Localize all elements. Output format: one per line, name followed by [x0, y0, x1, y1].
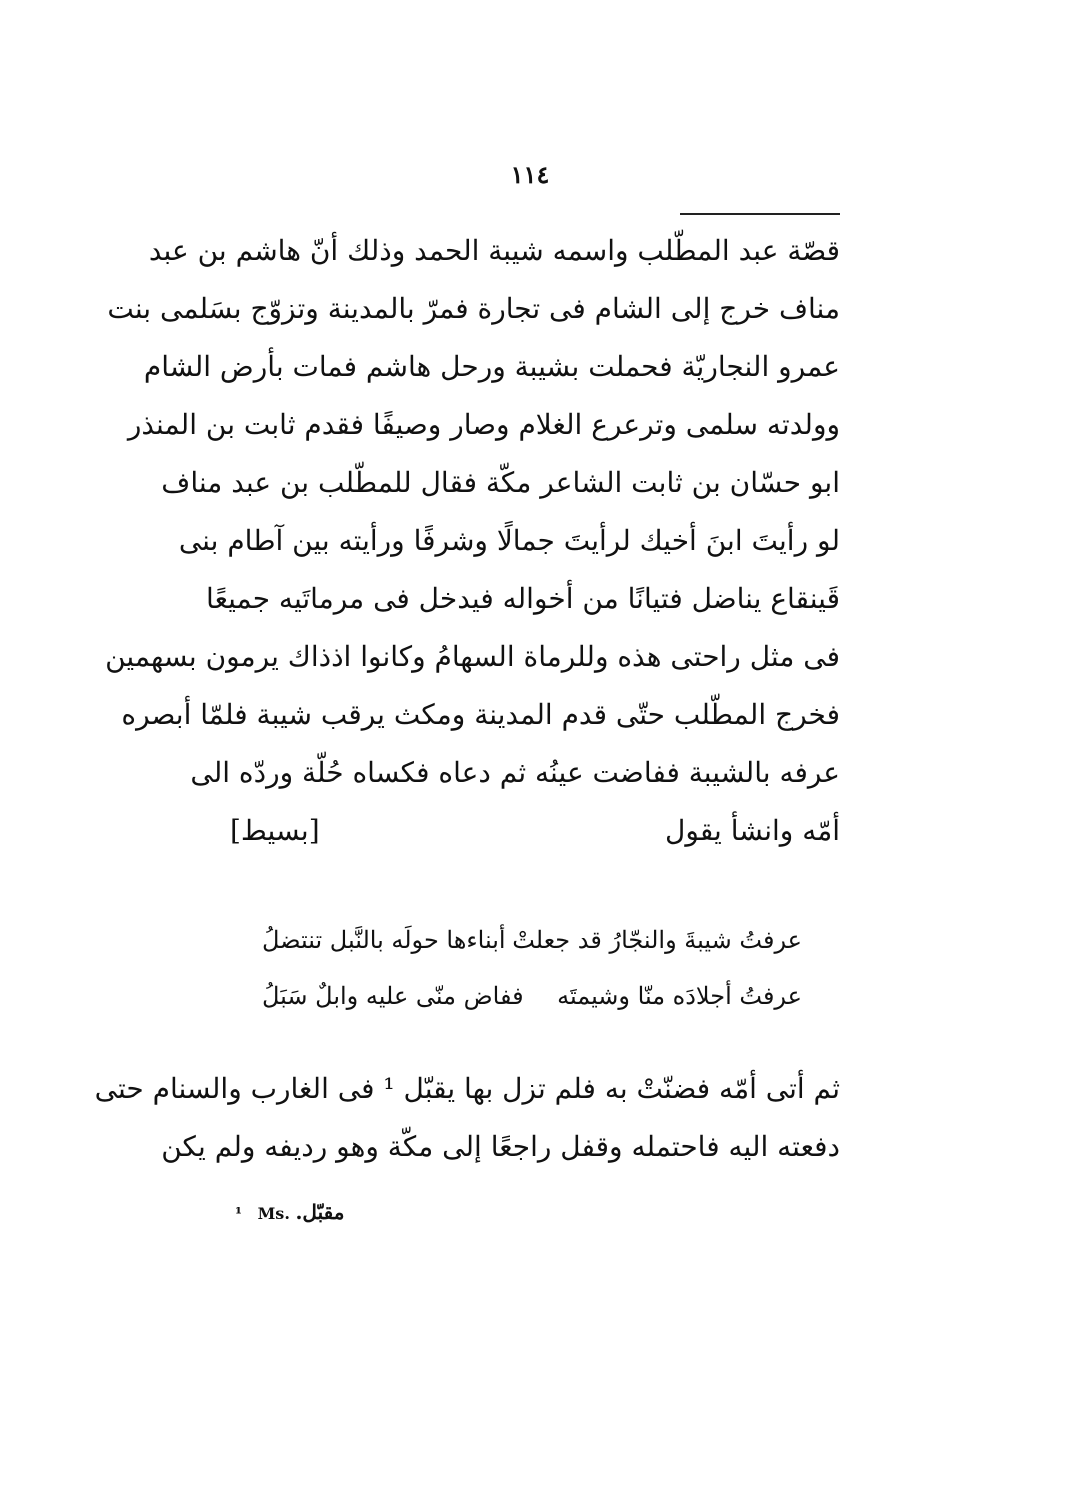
footnote [235, 1200, 535, 1224]
verse [262, 968, 802, 1024]
text-line: مناف خرج إلى الشام فى تجارة فمرّ بالمدينة وتزوّج بسَلمى بنت [107, 292, 840, 325]
text-line: ثم أتى أمّه فضنّتْ به فلم تزل بها يقبّل ¹ فى الغارب والسنام حتى [94, 1072, 840, 1105]
hemistich-second: أبناءها حولَه بالنَّبل تنتضلُ [262, 926, 506, 954]
text-line: فى مثل راحتى هذه وللرماة السهامُ وكانوا اذذاك يرمون بسهمين [105, 640, 840, 673]
text-line: فخرج المطّلب حتّى قدم المدينة ومكث يرقب شيبة فلمّا أبصره [121, 698, 840, 731]
text-line: ابو حسّان بن ثابت الشاعر مكّة فقال للمطّلب بن عبد مناف [161, 466, 840, 499]
text-line: دفعته اليه فاحتمله وقفل راجعًا إلى مكّة وهو رديفه ولم يكن [161, 1130, 840, 1163]
page-number: ١١٤ [510, 160, 550, 189]
text-line: قصّة عبد المطّلب واسمه شيبة الحمد وذلك أنّ هاشم بن عبد [148, 234, 840, 267]
text-line: عرفه بالشيبة ففاضت عينُه ثم دعاه فكساه حُلّة وردّه الى [190, 756, 840, 789]
footnote-number: ¹ [235, 1204, 243, 1223]
verse [262, 912, 802, 968]
text-line: لو رأيتَ ابنَ أخيك لرأيتَ جمالًا وشرفًا ورأيته بين آطام بنى [178, 524, 840, 557]
meter-label: [بسيط] [230, 814, 320, 847]
hemistich-first: عرفتُ أجلادَه منّا وشيمتَه [557, 982, 802, 1010]
text-line-last [230, 802, 840, 860]
closing-phrase: أمّه وانشأ يقول [665, 814, 840, 847]
text-line: قَينقاع يناضل فتيانًا من أخواله فيدخل فى مرماتَيه جميعًا [206, 582, 840, 615]
text-line: عمرو النجاريّة فحملت بشيبة ورحل هاشم فمات بأرض الشام [143, 350, 840, 383]
poem [262, 912, 802, 1024]
text-line: وولدته سلمى وترعرع الغلام وصار وصيفًا فقدم ثابت بن المنذر [127, 408, 840, 441]
footnote-label: Ms. [257, 1204, 290, 1223]
paragraph-1 [105, 222, 840, 860]
footnote-text: مقبّل. [295, 1200, 345, 1224]
header-rule [680, 213, 840, 215]
paragraph-2 [94, 1060, 840, 1176]
hemistich-first: عرفتُ شيبةَ والنجّارُ قد جعلتْ [512, 926, 802, 954]
hemistich-second: ففاض منّى عليه وابلٌ سَبَلُ [262, 982, 524, 1010]
